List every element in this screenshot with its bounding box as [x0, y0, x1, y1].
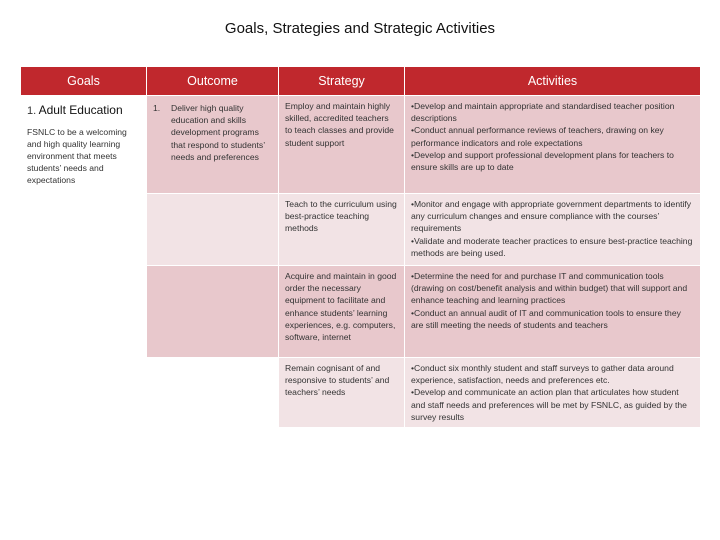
column-header-outcome: Outcome: [147, 67, 279, 96]
activity-item: •Develop and communicate an action plan that articulates how student and staff needs and preferences will be met by FSNLC, as guided by the survey results: [411, 387, 687, 422]
strategy-cell: Employ and maintain highly skilled, accredited teachers to teach classes and provide student support: [279, 96, 405, 194]
strategy-cell: Teach to the curriculum using best-practice teaching methods: [279, 194, 405, 266]
activities-cell: [405, 358, 701, 428]
outcome-text: Deliver high quality education and skills development programs that respond to students’ needs and preferences: [171, 103, 265, 162]
outcome-cell-empty: [147, 358, 279, 428]
column-header-activities: Activities: [405, 67, 701, 96]
goal-description: FSNLC to be a welcoming and high quality learning environment that meets students’ needs and expectations: [27, 126, 127, 186]
table-row: [21, 96, 701, 194]
table-header-row: [21, 67, 701, 96]
activity-item: •Develop and maintain appropriate and standardised teacher position descriptions: [411, 101, 675, 124]
column-header-goals: Goals: [21, 67, 147, 96]
goal-cell: [21, 96, 147, 428]
activity-item: •Conduct six monthly student and staff surveys to gather data around experience, satisfaction, needs and preferences etc.: [411, 363, 674, 386]
outcome-cell-empty: [147, 194, 279, 266]
goal-number: 1.: [27, 105, 37, 117]
activity-item: •Monitor and engage with appropriate government departments to identify any curriculum changes and ensure compliance with the courses’ requirements: [411, 199, 692, 234]
activities-cell: [405, 266, 701, 358]
strategy-cell: Remain cognisant of and responsive to students’ and teachers’ needs: [279, 358, 405, 428]
activity-item: •Validate and moderate teacher practices to ensure best-practice teaching methods are being used.: [411, 235, 693, 258]
activity-item: •Develop and support professional development plans for teachers to ensure skills are up to date: [411, 149, 674, 173]
outcome-number: 1.: [153, 103, 161, 113]
column-header-strategy: Strategy: [279, 67, 405, 96]
outcome-cell: [147, 96, 279, 194]
activities-cell: [405, 96, 701, 194]
activities-cell: [405, 194, 701, 266]
activity-item: •Conduct annual performance reviews of teachers, drawing on key performance indicators and role expectations: [411, 125, 664, 148]
activity-item: •Determine the need for and purchase IT and communication tools (drawing on cost/benefit analysis and within budget) that will support and enhance teaching and learning practices: [411, 271, 688, 306]
activity-item: •Conduct an annual audit of IT and communication tools to ensure they are still meeting the needs of students and teachers: [411, 307, 681, 330]
page-title: Goals, Strategies and Strategic Activities: [224, 20, 496, 37]
outcome-cell-empty: [147, 266, 279, 358]
strategy-table: [20, 66, 701, 428]
strategy-cell: Acquire and maintain in good order the necessary equipment to facilitate and enhance students’ learning experiences, e.g. computers, software, internet: [279, 266, 405, 358]
goal-heading: Adult Education: [38, 103, 123, 117]
